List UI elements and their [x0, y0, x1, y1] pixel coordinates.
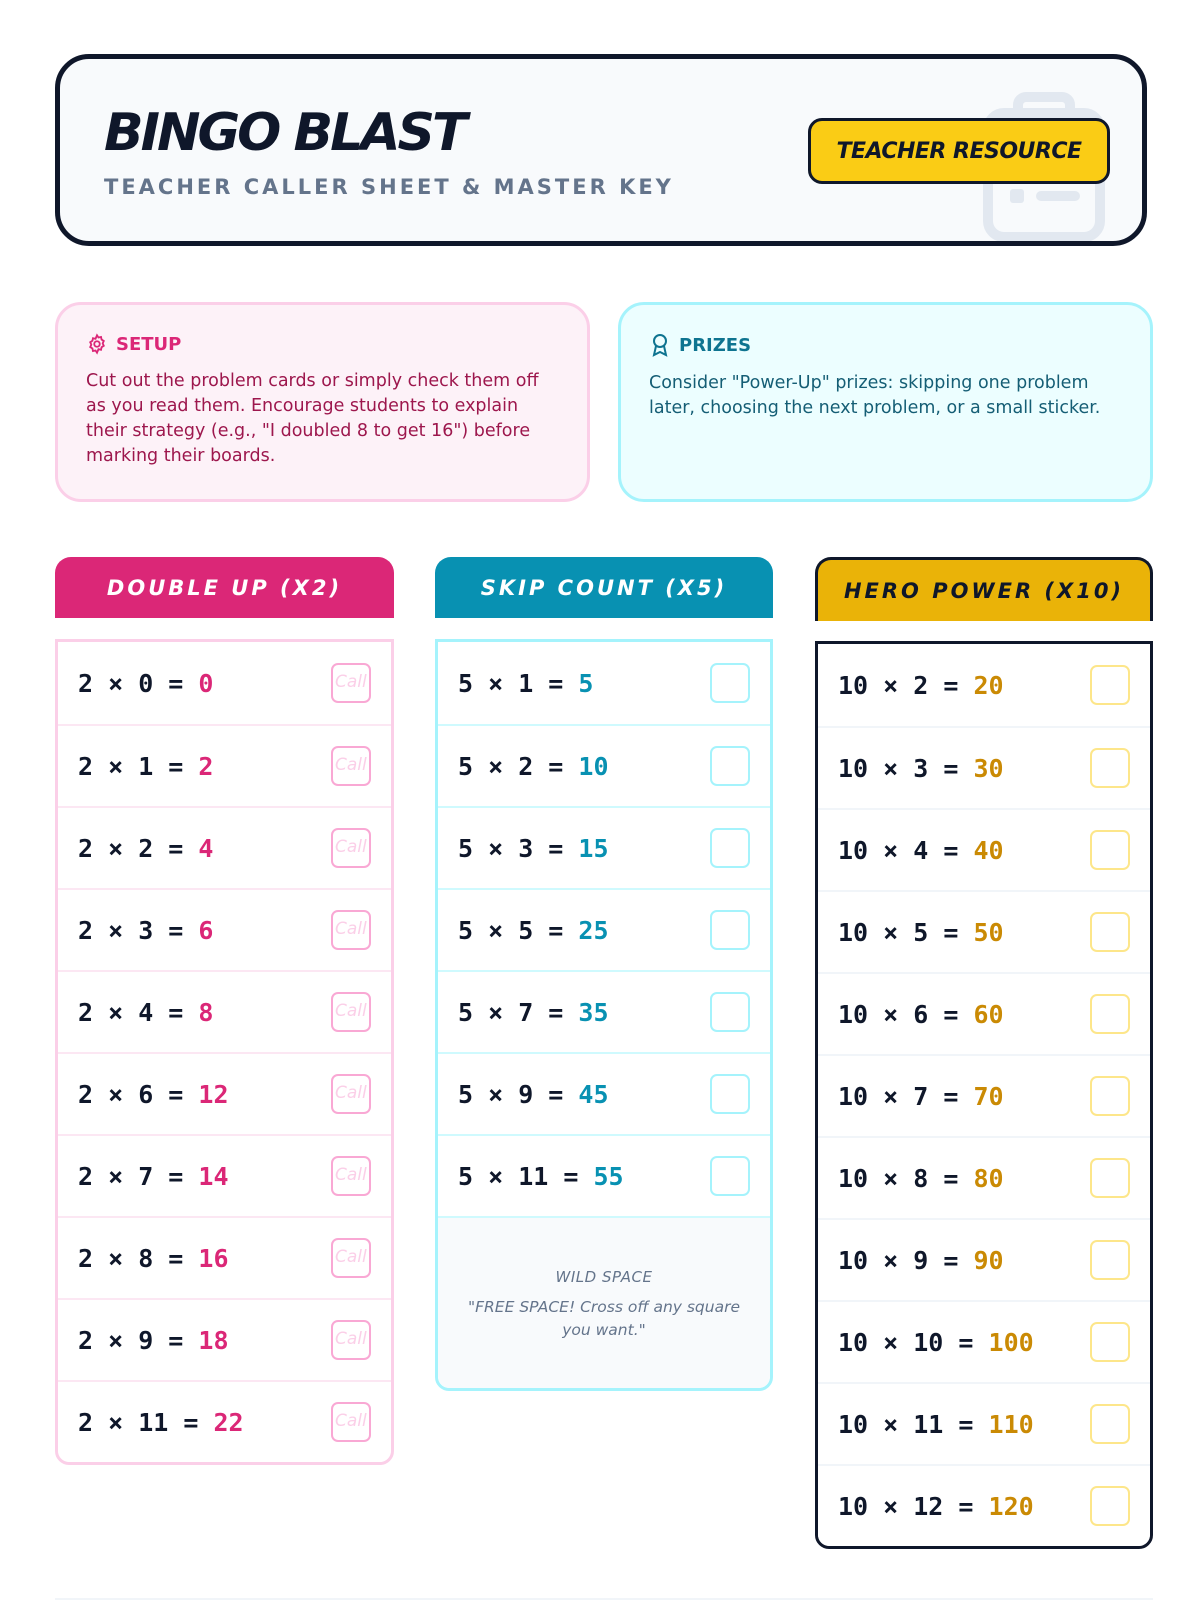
wild-space-card — [438, 1216, 770, 1388]
problem-row — [438, 724, 770, 806]
problem-equation — [78, 834, 213, 863]
problem-answer: 4 — [198, 833, 214, 863]
problem-row — [438, 888, 770, 970]
problem-answer: 35 — [578, 997, 609, 1027]
prizes-text: Consider "Power-Up" prizes: skipping one problem later, choosing the next problem, or a small sticker. — [649, 373, 1101, 418]
setup-text: Cut out the problem cards or simply check them off as you read them. Encourage students to explain their strategy (e.g., "I doubled 8 to get 16") before marking their boards. — [86, 371, 539, 466]
call-checkbox[interactable] — [1090, 748, 1130, 788]
problem-question: 2 × 7 = — [78, 1161, 199, 1191]
problem-row — [58, 642, 391, 724]
problem-row — [818, 972, 1150, 1054]
problem-question: 2 × 8 = — [78, 1243, 199, 1273]
problem-equation — [458, 998, 609, 1027]
page-title: BINGO BLAST — [104, 103, 465, 163]
problem-question: 10 × 10 = — [838, 1327, 989, 1357]
problem-answer: 8 — [198, 997, 214, 1027]
header-card — [55, 54, 1147, 246]
problem-equation — [838, 1000, 1004, 1029]
problem-question: 10 × 3 = — [838, 753, 974, 783]
problem-equation — [838, 671, 1004, 700]
call-checkbox[interactable]: Call — [331, 910, 371, 950]
call-checkbox[interactable] — [710, 1156, 750, 1196]
call-checkbox[interactable] — [1090, 830, 1130, 870]
problem-row — [818, 644, 1150, 726]
problem-question: 10 × 8 = — [838, 1163, 974, 1193]
problem-answer: 25 — [578, 915, 609, 945]
problem-answer: 6 — [198, 915, 214, 945]
problem-equation — [838, 1082, 1004, 1111]
problem-equation — [838, 1328, 1034, 1357]
call-checkbox[interactable] — [1090, 1240, 1130, 1280]
problem-equation — [458, 916, 609, 945]
problem-answer: 16 — [198, 1243, 229, 1273]
page-subtitle: TEACHER CALLER SHEET & MASTER KEY — [104, 175, 674, 199]
problem-row — [58, 724, 391, 806]
problem-question: 10 × 6 = — [838, 999, 974, 1029]
problem-answer: 70 — [973, 1081, 1004, 1111]
call-checkbox[interactable]: Call — [331, 1238, 371, 1278]
problem-answer: 15 — [578, 833, 609, 863]
skip-count-column — [435, 557, 773, 1391]
problem-row — [58, 1052, 391, 1134]
problem-equation — [78, 1408, 244, 1437]
problem-question: 10 × 12 = — [838, 1491, 989, 1521]
problem-equation — [838, 1164, 1004, 1193]
call-checkbox[interactable]: Call — [331, 1320, 371, 1360]
problem-row — [438, 1052, 770, 1134]
problem-equation — [78, 916, 213, 945]
problem-question: 5 × 3 = — [458, 833, 579, 863]
problem-equation — [458, 1162, 624, 1191]
call-checkbox[interactable] — [710, 828, 750, 868]
problem-row — [818, 890, 1150, 972]
prizes-heading-row — [649, 333, 1122, 357]
call-checkbox[interactable] — [1090, 1076, 1130, 1116]
setup-heading: SETUP — [116, 333, 182, 355]
problem-equation — [78, 752, 213, 781]
call-checkbox[interactable]: Call — [331, 663, 371, 703]
problem-answer: 30 — [973, 753, 1004, 783]
problem-row — [58, 1216, 391, 1298]
problem-equation — [78, 1244, 229, 1273]
problem-answer: 2 — [198, 751, 214, 781]
problem-equation — [838, 836, 1004, 865]
problem-row — [438, 642, 770, 724]
problem-row — [438, 970, 770, 1052]
call-checkbox[interactable] — [1090, 994, 1130, 1034]
problem-row — [818, 1136, 1150, 1218]
problem-equation — [458, 1080, 609, 1109]
problem-answer: 50 — [973, 917, 1004, 947]
problem-question: 10 × 2 = — [838, 670, 974, 700]
problem-answer: 18 — [198, 1325, 229, 1355]
call-checkbox[interactable] — [710, 663, 750, 703]
problem-answer: 60 — [973, 999, 1004, 1029]
problem-question: 2 × 6 = — [78, 1079, 199, 1109]
problem-equation — [458, 752, 609, 781]
prizes-box — [618, 302, 1153, 502]
award-ribbon-icon — [649, 333, 671, 357]
hero-power-list — [815, 641, 1153, 1549]
double-up-header: DOUBLE UP (X2) — [55, 557, 394, 618]
hero-power-column — [815, 557, 1153, 1549]
problem-row — [58, 1380, 391, 1462]
problem-row — [818, 726, 1150, 808]
gear-icon — [86, 333, 108, 355]
problem-answer: 10 — [578, 751, 609, 781]
call-checkbox[interactable] — [1090, 1158, 1130, 1198]
problem-equation — [78, 1080, 229, 1109]
problem-question: 2 × 0 = — [78, 668, 199, 698]
problem-equation — [838, 918, 1004, 947]
problem-answer: 90 — [973, 1245, 1004, 1275]
problem-question: 2 × 3 = — [78, 915, 199, 945]
hero-power-header: HERO POWER (X10) — [815, 557, 1153, 621]
call-checkbox[interactable]: Call — [331, 992, 371, 1032]
problem-equation — [78, 998, 213, 1027]
problem-equation — [78, 669, 213, 698]
problem-question: 5 × 5 = — [458, 915, 579, 945]
problem-row — [818, 1300, 1150, 1382]
problem-answer: 12 — [198, 1079, 229, 1109]
problem-answer: 100 — [988, 1327, 1034, 1357]
call-checkbox[interactable] — [1090, 1486, 1130, 1526]
call-checkbox[interactable] — [710, 910, 750, 950]
problem-question: 5 × 7 = — [458, 997, 579, 1027]
teacher-resource-badge: TEACHER RESOURCE — [808, 118, 1110, 184]
call-checkbox[interactable]: Call — [331, 1402, 371, 1442]
problem-answer: 40 — [973, 835, 1004, 865]
skip-count-header: SKIP COUNT (X5) — [435, 557, 773, 618]
problem-question: 5 × 11 = — [458, 1161, 594, 1191]
problem-answer: 14 — [198, 1161, 229, 1191]
problem-row — [818, 1054, 1150, 1136]
prizes-heading: PRIZES — [679, 334, 752, 356]
problem-equation — [78, 1162, 229, 1191]
call-checkbox[interactable] — [710, 746, 750, 786]
problem-row — [58, 1134, 391, 1216]
problem-answer: 80 — [973, 1163, 1004, 1193]
problem-row — [438, 1134, 770, 1216]
problem-question: 2 × 4 = — [78, 997, 199, 1027]
problem-equation — [838, 1246, 1004, 1275]
call-checkbox[interactable]: Call — [331, 828, 371, 868]
problem-question: 10 × 9 = — [838, 1245, 974, 1275]
call-checkbox[interactable] — [1090, 1404, 1130, 1444]
problem-question: 2 × 1 = — [78, 751, 199, 781]
problem-answer: 110 — [988, 1409, 1034, 1439]
problem-equation — [838, 1492, 1034, 1521]
problem-row — [818, 1218, 1150, 1300]
double-up-list — [55, 639, 394, 1465]
problem-answer: 55 — [593, 1161, 624, 1191]
problem-answer: 45 — [578, 1079, 609, 1109]
problem-row — [58, 970, 391, 1052]
call-checkbox[interactable] — [1090, 1322, 1130, 1362]
double-up-column — [55, 557, 394, 1465]
problem-question: 2 × 2 = — [78, 833, 199, 863]
problem-row — [58, 1298, 391, 1380]
problem-question: 10 × 11 = — [838, 1409, 989, 1439]
wild-space-text: "FREE SPACE! Cross off any square you want." — [467, 1298, 741, 1339]
call-checkbox[interactable] — [1090, 912, 1130, 952]
call-checkbox[interactable] — [1090, 665, 1130, 705]
problem-question: 10 × 7 = — [838, 1081, 974, 1111]
problem-equation — [78, 1326, 229, 1355]
call-checkbox[interactable] — [710, 1074, 750, 1114]
problem-answer: 0 — [198, 668, 214, 698]
problem-question: 2 × 11 = — [78, 1407, 214, 1437]
problem-row — [58, 888, 391, 970]
problem-row — [818, 808, 1150, 890]
problem-answer: 22 — [213, 1407, 244, 1437]
problem-row — [58, 806, 391, 888]
problem-equation — [458, 669, 593, 698]
problem-equation — [838, 1410, 1034, 1439]
problem-question: 10 × 4 = — [838, 835, 974, 865]
problem-question: 5 × 9 = — [458, 1079, 579, 1109]
problem-question: 10 × 5 = — [838, 917, 974, 947]
setup-heading-row — [86, 333, 559, 355]
call-checkbox[interactable] — [710, 992, 750, 1032]
problem-question: 2 × 9 = — [78, 1325, 199, 1355]
problem-row — [438, 806, 770, 888]
call-checkbox[interactable]: Call — [331, 746, 371, 786]
problem-equation — [458, 834, 609, 863]
problem-equation — [838, 754, 1004, 783]
wild-space-title: WILD SPACE — [555, 1268, 653, 1286]
problem-answer: 20 — [973, 670, 1004, 700]
problem-row — [818, 1382, 1150, 1464]
setup-box — [55, 302, 590, 502]
problem-row — [818, 1464, 1150, 1546]
problem-answer: 120 — [988, 1491, 1034, 1521]
problem-question: 5 × 2 = — [458, 751, 579, 781]
call-checkbox[interactable]: Call — [331, 1074, 371, 1114]
problem-question: 5 × 1 = — [458, 668, 579, 698]
call-checkbox[interactable]: Call — [331, 1156, 371, 1196]
problem-answer: 5 — [578, 668, 594, 698]
skip-count-list — [435, 639, 773, 1391]
